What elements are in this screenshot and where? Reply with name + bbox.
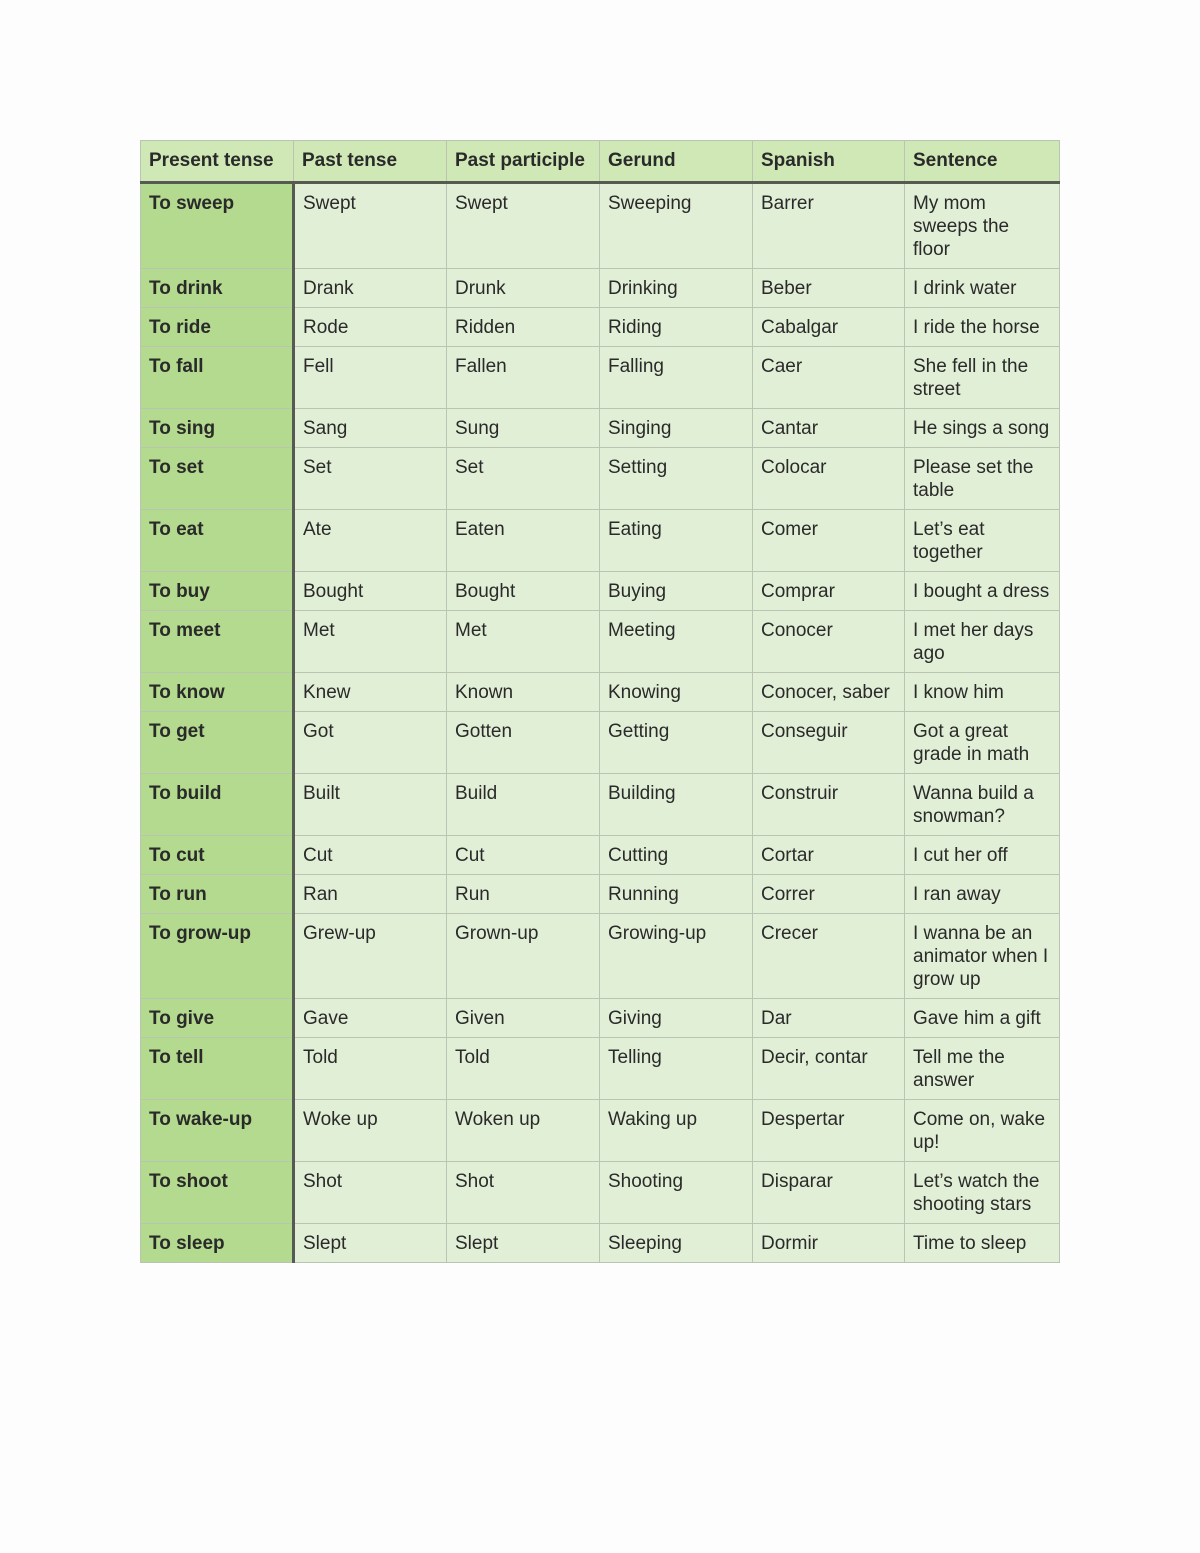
- cell-past-tense: Fell: [294, 347, 447, 409]
- cell-gerund: Singing: [600, 409, 753, 448]
- cell-present-tense: To meet: [141, 611, 294, 673]
- cell-past-participle: Given: [447, 999, 600, 1038]
- table-row: [141, 448, 1060, 510]
- table-row: [141, 999, 1060, 1038]
- cell-past-participle: Cut: [447, 836, 600, 875]
- table-row: [141, 1100, 1060, 1162]
- cell-past-tense: Slept: [294, 1224, 447, 1263]
- cell-spanish: Disparar: [753, 1162, 905, 1224]
- header-row: [141, 141, 1060, 183]
- cell-present-tense: To sweep: [141, 183, 294, 269]
- header-past-tense: Past tense: [294, 141, 447, 183]
- cell-present-tense: To run: [141, 875, 294, 914]
- cell-present-tense: To grow-up: [141, 914, 294, 999]
- cell-past-tense: Told: [294, 1038, 447, 1100]
- cell-past-participle: Ridden: [447, 308, 600, 347]
- cell-gerund: Getting: [600, 712, 753, 774]
- cell-spanish: Cantar: [753, 409, 905, 448]
- cell-sentence: I drink water: [905, 269, 1060, 308]
- cell-sentence: I ride the horse: [905, 308, 1060, 347]
- header-present-tense: Present tense: [141, 141, 294, 183]
- cell-present-tense: To sleep: [141, 1224, 294, 1263]
- cell-present-tense: To shoot: [141, 1162, 294, 1224]
- cell-sentence: I ran away: [905, 875, 1060, 914]
- cell-past-tense: Gave: [294, 999, 447, 1038]
- cell-spanish: Beber: [753, 269, 905, 308]
- cell-gerund: Riding: [600, 308, 753, 347]
- cell-sentence: Wanna build a snowman?: [905, 774, 1060, 836]
- cell-past-participle: Woken up: [447, 1100, 600, 1162]
- cell-past-tense: Met: [294, 611, 447, 673]
- cell-past-participle: Sung: [447, 409, 600, 448]
- cell-present-tense: To cut: [141, 836, 294, 875]
- cell-past-tense: Knew: [294, 673, 447, 712]
- cell-past-participle: Bought: [447, 572, 600, 611]
- cell-past-participle: Shot: [447, 1162, 600, 1224]
- cell-past-participle: Run: [447, 875, 600, 914]
- cell-sentence: Gave him a gift: [905, 999, 1060, 1038]
- cell-past-participle: Known: [447, 673, 600, 712]
- table-row: [141, 673, 1060, 712]
- cell-past-tense: Built: [294, 774, 447, 836]
- cell-sentence: She fell in the street: [905, 347, 1060, 409]
- cell-gerund: Cutting: [600, 836, 753, 875]
- table-row: [141, 875, 1060, 914]
- cell-present-tense: To fall: [141, 347, 294, 409]
- cell-present-tense: To give: [141, 999, 294, 1038]
- cell-gerund: Drinking: [600, 269, 753, 308]
- cell-past-tense: Woke up: [294, 1100, 447, 1162]
- cell-sentence: I met her days ago: [905, 611, 1060, 673]
- table-header: [141, 141, 1060, 183]
- table-row: [141, 269, 1060, 308]
- cell-sentence: I cut her off: [905, 836, 1060, 875]
- cell-sentence: Let’s watch the shooting stars: [905, 1162, 1060, 1224]
- cell-gerund: Shooting: [600, 1162, 753, 1224]
- table-row: [141, 774, 1060, 836]
- cell-spanish: Barrer: [753, 183, 905, 269]
- cell-gerund: Eating: [600, 510, 753, 572]
- cell-spanish: Comprar: [753, 572, 905, 611]
- cell-gerund: Waking up: [600, 1100, 753, 1162]
- cell-present-tense: To drink: [141, 269, 294, 308]
- header-gerund: Gerund: [600, 141, 753, 183]
- cell-gerund: Sleeping: [600, 1224, 753, 1263]
- cell-gerund: Meeting: [600, 611, 753, 673]
- cell-gerund: Growing-up: [600, 914, 753, 999]
- cell-past-tense: Sang: [294, 409, 447, 448]
- cell-past-tense: Swept: [294, 183, 447, 269]
- cell-spanish: Caer: [753, 347, 905, 409]
- cell-past-participle: Fallen: [447, 347, 600, 409]
- table-body: [141, 183, 1060, 1263]
- table-row: [141, 1162, 1060, 1224]
- cell-past-tense: Ran: [294, 875, 447, 914]
- cell-gerund: Setting: [600, 448, 753, 510]
- cell-sentence: I know him: [905, 673, 1060, 712]
- cell-past-participle: Set: [447, 448, 600, 510]
- header-past-participle: Past participle: [447, 141, 600, 183]
- cell-past-tense: Shot: [294, 1162, 447, 1224]
- cell-present-tense: To ride: [141, 308, 294, 347]
- table-row: [141, 409, 1060, 448]
- cell-past-participle: Swept: [447, 183, 600, 269]
- table-row: [141, 1224, 1060, 1263]
- table-row: [141, 712, 1060, 774]
- cell-past-participle: Eaten: [447, 510, 600, 572]
- cell-spanish: Cortar: [753, 836, 905, 875]
- cell-gerund: Giving: [600, 999, 753, 1038]
- cell-spanish: Crecer: [753, 914, 905, 999]
- cell-spanish: Cabalgar: [753, 308, 905, 347]
- cell-past-participle: Drunk: [447, 269, 600, 308]
- table-row: [141, 611, 1060, 673]
- cell-sentence: He sings a song: [905, 409, 1060, 448]
- cell-gerund: Buying: [600, 572, 753, 611]
- cell-sentence: Come on, wake up!: [905, 1100, 1060, 1162]
- cell-past-tense: Rode: [294, 308, 447, 347]
- table-row: [141, 510, 1060, 572]
- cell-past-participle: Slept: [447, 1224, 600, 1263]
- header-spanish: Spanish: [753, 141, 905, 183]
- cell-present-tense: To sing: [141, 409, 294, 448]
- cell-spanish: Conocer, saber: [753, 673, 905, 712]
- cell-sentence: I wanna be an animator when I grow up: [905, 914, 1060, 999]
- cell-present-tense: To get: [141, 712, 294, 774]
- cell-gerund: Falling: [600, 347, 753, 409]
- table-row: [141, 1038, 1060, 1100]
- cell-past-participle: Met: [447, 611, 600, 673]
- cell-spanish: Dar: [753, 999, 905, 1038]
- cell-present-tense: To tell: [141, 1038, 294, 1100]
- cell-past-participle: Grown-up: [447, 914, 600, 999]
- cell-past-participle: Build: [447, 774, 600, 836]
- cell-present-tense: To eat: [141, 510, 294, 572]
- cell-past-tense: Got: [294, 712, 447, 774]
- table-row: [141, 836, 1060, 875]
- cell-spanish: Construir: [753, 774, 905, 836]
- cell-spanish: Decir, contar: [753, 1038, 905, 1100]
- cell-past-tense: Grew-up: [294, 914, 447, 999]
- table-row: [141, 183, 1060, 269]
- cell-present-tense: To know: [141, 673, 294, 712]
- cell-past-tense: Bought: [294, 572, 447, 611]
- cell-sentence: Tell me the answer: [905, 1038, 1060, 1100]
- cell-sentence: Let’s eat together: [905, 510, 1060, 572]
- cell-past-participle: Told: [447, 1038, 600, 1100]
- table-row: [141, 914, 1060, 999]
- cell-sentence: I bought a dress: [905, 572, 1060, 611]
- cell-past-participle: Gotten: [447, 712, 600, 774]
- cell-gerund: Building: [600, 774, 753, 836]
- cell-spanish: Conseguir: [753, 712, 905, 774]
- cell-spanish: Dormir: [753, 1224, 905, 1263]
- cell-present-tense: To set: [141, 448, 294, 510]
- cell-sentence: Got a great grade in math: [905, 712, 1060, 774]
- cell-gerund: Sweeping: [600, 183, 753, 269]
- cell-gerund: Running: [600, 875, 753, 914]
- cell-present-tense: To wake-up: [141, 1100, 294, 1162]
- cell-past-tense: Drank: [294, 269, 447, 308]
- cell-spanish: Comer: [753, 510, 905, 572]
- table-row: [141, 347, 1060, 409]
- cell-present-tense: To buy: [141, 572, 294, 611]
- cell-past-tense: Set: [294, 448, 447, 510]
- table-row: [141, 308, 1060, 347]
- cell-past-tense: Ate: [294, 510, 447, 572]
- cell-present-tense: To build: [141, 774, 294, 836]
- table-row: [141, 572, 1060, 611]
- header-sentence: Sentence: [905, 141, 1060, 183]
- cell-spanish: Correr: [753, 875, 905, 914]
- cell-gerund: Telling: [600, 1038, 753, 1100]
- cell-gerund: Knowing: [600, 673, 753, 712]
- cell-past-tense: Cut: [294, 836, 447, 875]
- cell-sentence: Time to sleep: [905, 1224, 1060, 1263]
- cell-sentence: My mom sweeps the floor: [905, 183, 1060, 269]
- cell-spanish: Despertar: [753, 1100, 905, 1162]
- irregular-verbs-table: [140, 140, 1060, 1263]
- cell-spanish: Conocer: [753, 611, 905, 673]
- cell-sentence: Please set the table: [905, 448, 1060, 510]
- cell-spanish: Colocar: [753, 448, 905, 510]
